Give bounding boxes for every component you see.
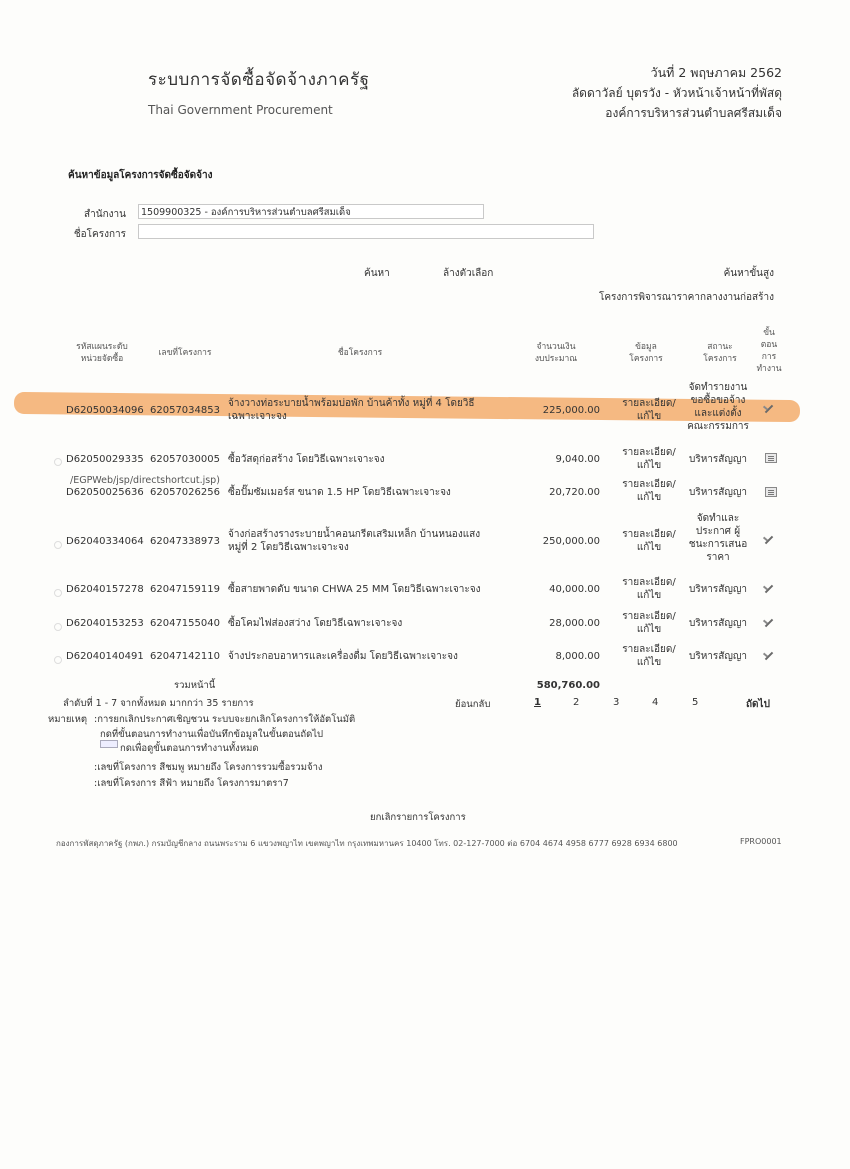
budget-amount: 225,000.00: [542, 405, 600, 416]
pagination-summary: ลำดับที่ 1 - 7 จากทั้งหมด มากกว่า 35 รายการ: [63, 698, 254, 709]
budget-amount: 40,000.00: [549, 584, 600, 595]
project-status: บริหารสัญญา: [688, 487, 748, 498]
user-name: ลัดดาวัลย์ บุตรวัง - หัวหน้าเจ้าหน้าที่พัสดุ: [571, 86, 782, 100]
page-link-4[interactable]: 4: [652, 697, 659, 708]
notes-label: หมายเหตุ: [48, 714, 88, 725]
plan-code: D62040157278: [66, 584, 144, 595]
system-name-english: Thai Government Procurement: [148, 103, 333, 117]
search-button[interactable]: ค้นหา: [364, 268, 390, 279]
col-step-header: ขั้น ตอน การ ทำงาน: [756, 328, 782, 374]
page-link-1[interactable]: 1: [534, 697, 541, 708]
next-page-link[interactable]: ถัดไป: [746, 699, 770, 710]
project-name: ซื้อสายพาดดับ ขนาด CHWA 25 MM โดยวิธีเฉพาะเจาะจง: [228, 584, 481, 595]
detail-edit-link[interactable]: รายละเอียด/ แก้ไข: [622, 529, 676, 553]
budget-amount: 8,000.00: [555, 651, 600, 662]
row-radio[interactable]: [54, 458, 62, 466]
col-project-no-header: เลขที่โครงการ: [158, 348, 212, 358]
pencil-icon[interactable]: [763, 584, 775, 594]
note-line: :เลขที่โครงการ สีชมพู หมายถึง โครงการรวมซื้อรวมจ้าง: [94, 762, 323, 773]
project-number[interactable]: 62057030005: [150, 454, 220, 465]
col-budget-header: จำนวนเงิน งบประมาณ: [534, 342, 578, 364]
project-number[interactable]: 62047159119: [150, 584, 220, 595]
row-radio[interactable]: [54, 541, 62, 549]
page-total-label: รวมหน้านี้: [174, 680, 216, 691]
cancel-projects-link[interactable]: ยกเลิกรายการโครงการ: [370, 812, 466, 823]
plan-code: D62050034096: [66, 405, 144, 416]
project-status: บริหารสัญญา: [688, 454, 748, 465]
footer-code: FPRO0001: [740, 837, 782, 846]
detail-edit-link[interactable]: รายละเอียด/ แก้ไข: [622, 577, 676, 601]
col-status-header: สถานะ โครงการ: [703, 342, 737, 364]
project-name-label: ชื่อโครงการ: [73, 229, 126, 240]
plan-code: D62040140491: [66, 651, 144, 662]
detail-edit-link[interactable]: รายละเอียด/ แก้ไข: [622, 644, 676, 668]
pencil-icon[interactable]: [763, 651, 775, 661]
search-section-title: ค้นหาข้อมูลโครงการจัดซื้อจัดจ้าง: [68, 170, 213, 181]
current-date: วันที่ 2 พฤษภาคม 2562: [650, 65, 782, 80]
project-status: บริหารสัญญา: [688, 584, 748, 595]
project-status: บริหารสัญญา: [688, 651, 748, 662]
budget-amount: 20,720.00: [549, 487, 600, 498]
pencil-icon[interactable]: [763, 535, 775, 545]
document-icon[interactable]: [765, 487, 777, 497]
detail-edit-link[interactable]: รายละเอียด/ แก้ไข: [622, 479, 676, 503]
footer-address: กองการพัสดุภาครัฐ (กพภ.) กรมบัญชีกลาง ถนนพระราม 6 แขวงพญาไท เขตพญาไท กรุงเทพมหานคร 10400 โทร. 02-127-7000 ต่อ 6704 4674 4958 6777 6928 6934 6800: [56, 839, 678, 848]
prev-page-link[interactable]: ย้อนกลับ: [455, 699, 491, 710]
organization-name: องค์การบริหารส่วนตำบลศรีสมเด็จ: [605, 106, 782, 120]
project-status: บริหารสัญญา: [688, 618, 748, 629]
project-name: ซื้อวัสดุก่อสร้าง โดยวิธีเฉพาะเจาะจง: [228, 454, 385, 465]
project-status: จัดทำรายงาน ขอซื้อขอจ้าง และแต่งตั้ง คณะกรรมการ: [687, 382, 749, 432]
office-label: สำนักงาน: [84, 209, 126, 220]
plan-code: D62040334064: [66, 536, 144, 547]
note-line: :เลขที่โครงการ สีฟ้า หมายถึง โครงการมาตรา7: [94, 778, 289, 789]
project-name-input[interactable]: [138, 224, 594, 239]
project-name: จ้างก่อสร้างรางระบายน้ำคอนกรีตเสริมเหล็ก บ้านหนองแสง หมู่ที่ 2 โดยวิธีเฉพาะเจาะจง: [228, 529, 481, 553]
page-total-value: 580,760.00: [536, 680, 600, 691]
page-link-2[interactable]: 2: [573, 697, 580, 708]
project-status: จัดทำและ ประกาศ ผู้ ชนะการเสนอ ราคา: [688, 513, 748, 563]
row-radio[interactable]: [54, 656, 62, 664]
project-number[interactable]: 62057026256: [150, 487, 220, 498]
url-overlay-text: /EGPWeb/jsp/directshortcut.jsp): [70, 475, 220, 486]
project-name: จ้างวางท่อระบายน้ำพร้อมบ่อพัก บ้านค้าทั้ง หมู่ที่ 4 โดยวิธี เฉพาะเจาะจง: [228, 398, 475, 422]
budget-amount: 9,040.00: [555, 454, 600, 465]
office-input[interactable]: 1509900325 - องค์การบริหารส่วนตำบลศรีสมเด็จ: [138, 204, 484, 219]
project-name: จ้างประกอบอาหารและเครื่องดื่ม โดยวิธีเฉพาะเจาะจง: [228, 651, 458, 662]
project-number[interactable]: 62057034853: [150, 405, 220, 416]
budget-amount: 250,000.00: [542, 536, 600, 547]
page-link-3[interactable]: 3: [613, 697, 620, 708]
plan-code: D62050029335: [66, 454, 144, 465]
document-icon[interactable]: [765, 453, 777, 463]
project-number[interactable]: 62047142110: [150, 651, 220, 662]
detail-edit-link[interactable]: รายละเอียด/ แก้ไข: [622, 447, 676, 471]
page-link-5[interactable]: 5: [692, 697, 699, 708]
pencil-icon[interactable]: [763, 618, 775, 628]
note-line: กดเพื่อดูขั้นตอนการทำงานทั้งหมด: [120, 743, 259, 754]
col-info-header: ข้อมูล โครงการ: [629, 342, 663, 364]
plan-code: D62040153253: [66, 618, 144, 629]
project-name: ซื้อโคมไฟส่องสว่าง โดยวิธีเฉพาะเจาะจง: [228, 618, 403, 629]
project-name: ซื้อปั๊มซัมเมอร์ส ขนาด 1.5 HP โดยวิธีเฉพาะเจาะจง: [228, 487, 451, 498]
row-radio[interactable]: [54, 623, 62, 631]
row-radio[interactable]: [54, 589, 62, 597]
col-project-name-header: ชื่อโครงการ: [337, 348, 383, 358]
system-name-thai: ระบบการจัดซื้อจัดจ้างภาครัฐ: [148, 70, 370, 90]
budget-amount: 28,000.00: [549, 618, 600, 629]
clear-button[interactable]: ล้างตัวเลือก: [443, 268, 494, 279]
col-plan-code-header: รหัสแผนระดับ หน่วยจัดซื้อ: [76, 342, 128, 364]
plan-code: D62050025636: [66, 487, 144, 498]
note-line: กดที่ขั้นตอนการทำงานเพื่อบันทึกข้อมูลในขั้นตอนถัดไป: [100, 729, 324, 740]
advanced-search-link[interactable]: ค้นหาขั้นสูง: [723, 268, 774, 279]
detail-edit-link[interactable]: รายละเอียด/ แก้ไข: [622, 398, 676, 422]
central-price-link[interactable]: โครงการพิจารณาราคากลางงานก่อสร้าง: [598, 292, 774, 303]
detail-edit-link[interactable]: รายละเอียด/ แก้ไข: [622, 611, 676, 635]
note-line: :การยกเลิกประกาศเชิญชวน ระบบจะยกเลิกโครงการให้อัตโนมัติ: [94, 714, 356, 725]
pencil-icon[interactable]: [763, 404, 775, 414]
workflow-icon: [100, 740, 118, 748]
project-number[interactable]: 62047155040: [150, 618, 220, 629]
project-number[interactable]: 62047338973: [150, 536, 220, 547]
